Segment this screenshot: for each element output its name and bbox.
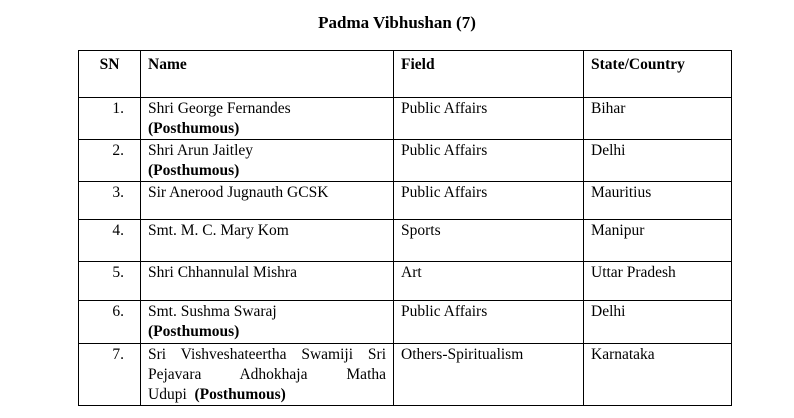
cell-name [141, 140, 394, 182]
cell-field: Public Affairs [394, 182, 584, 220]
awardee-name: Shri Arun Jaitley [148, 142, 254, 159]
cell-name [141, 98, 394, 140]
posthumous-note: (Posthumous) [148, 162, 240, 179]
cell-state: Mauritius [584, 182, 732, 220]
column-header-state: State/Country [584, 51, 732, 98]
cell-state: Bihar [584, 98, 732, 140]
table-row [79, 344, 732, 406]
cell-sn: 2. [79, 140, 141, 182]
cell-name [141, 301, 394, 344]
cell-name [141, 220, 394, 262]
table-row [79, 98, 732, 140]
cell-field: Public Affairs [394, 301, 584, 344]
page-title: Padma Vibhushan (7) [318, 13, 476, 32]
cell-state: Uttar Pradesh [584, 262, 732, 301]
table-header-row [79, 51, 732, 98]
table-row [79, 220, 732, 262]
awards-table [78, 50, 732, 406]
posthumous-note: (Posthumous) [194, 386, 286, 403]
cell-sn: 3. [79, 182, 141, 220]
awardee-name: Smt. M. C. Mary Kom [148, 222, 289, 239]
posthumous-note: (Posthumous) [148, 323, 240, 340]
cell-name [141, 262, 394, 301]
cell-sn: 4. [79, 220, 141, 262]
cell-name [141, 344, 394, 406]
awardee-name: Sir Anerood Jugnauth GCSK [148, 184, 329, 201]
column-header-sn: SN [79, 51, 141, 98]
awardee-name-line-3: Udupi [148, 386, 187, 403]
awardee-name: Smt. Sushma Swaraj [148, 303, 277, 320]
table-row [79, 140, 732, 182]
awardee-name: Shri George Fernandes [148, 100, 291, 117]
cell-state: Delhi [584, 301, 732, 344]
cell-sn: 6. [79, 301, 141, 344]
cell-field: Others-Spiritualism [394, 344, 584, 406]
cell-state: Manipur [584, 220, 732, 262]
cell-field: Sports [394, 220, 584, 262]
awardee-name: Shri Chhannulal Mishra [148, 264, 297, 281]
table-row [79, 182, 732, 220]
cell-name [141, 182, 394, 220]
cell-state: Karnataka [584, 344, 732, 406]
cell-sn: 1. [79, 98, 141, 140]
table-row [79, 262, 732, 301]
column-header-name: Name [141, 51, 394, 98]
cell-field: Art [394, 262, 584, 301]
column-header-field: Field [394, 51, 584, 98]
cell-sn: 7. [79, 344, 141, 406]
cell-state: Delhi [584, 140, 732, 182]
cell-sn: 5. [79, 262, 141, 301]
cell-field: Public Affairs [394, 98, 584, 140]
awardee-name-line-2: Pejavara Adhokhaja Matha [148, 366, 386, 383]
table-row [79, 301, 732, 344]
posthumous-note: (Posthumous) [148, 120, 240, 137]
awardee-name-line-1: Sri Vishveshateertha Swamiji Sri [148, 346, 386, 363]
cell-field: Public Affairs [394, 140, 584, 182]
